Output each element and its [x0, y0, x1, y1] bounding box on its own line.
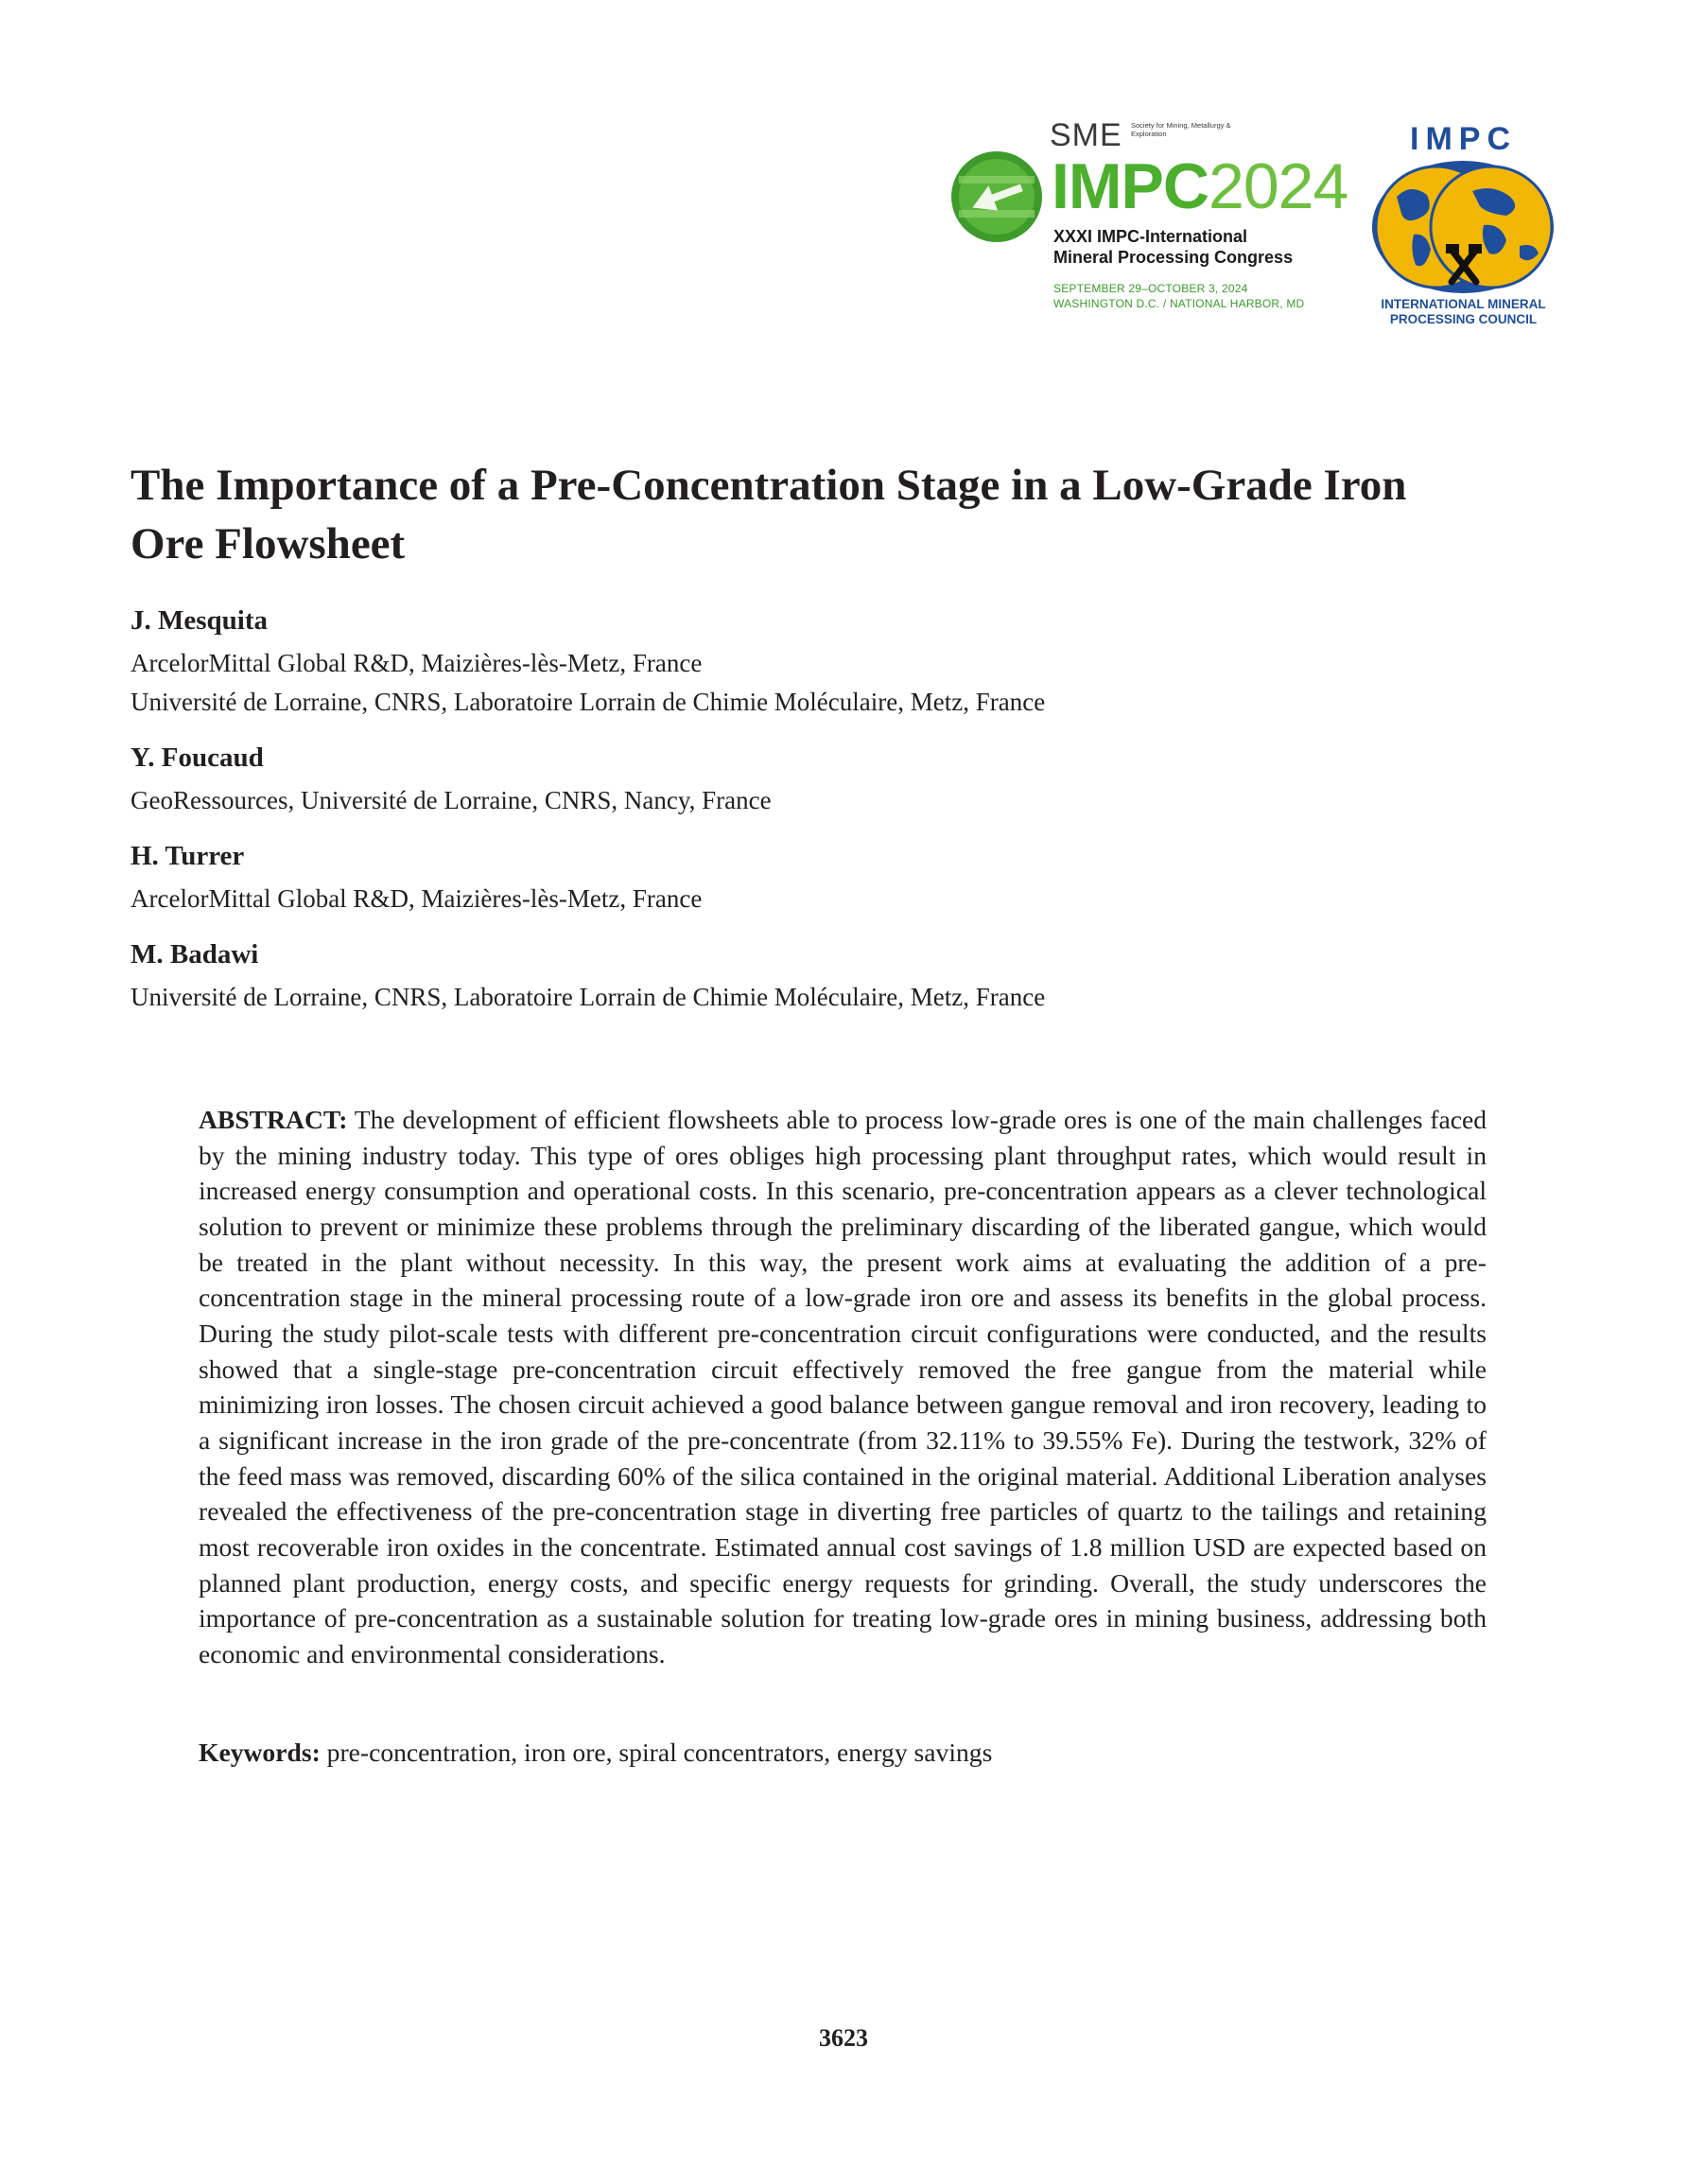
author-affiliation: ArcelorMittal Global R&D, Maizières-lès-Metz, France: [130, 884, 703, 913]
page-number: 3623: [819, 2024, 868, 2052]
impc-wordmark-part2: 2024: [1209, 150, 1348, 222]
congress-name-line2: Mineral Processing Congress: [1053, 248, 1294, 267]
author-name: J. Mesquita: [130, 605, 268, 636]
author-affiliation: Université de Lorraine, CNRS, Laboratoire Lorrain de Chimie Moléculaire, Metz, France: [130, 983, 1046, 1011]
sme-logo-subtitle: Society for Mining, Metallurgy & Exploration: [1131, 121, 1231, 138]
sme-logo-mark: SME: [1050, 117, 1122, 153]
author-affiliation: ArcelorMittal Global R&D, Maizières-lès-Metz, France: [130, 649, 703, 677]
keywords: [199, 1738, 992, 1768]
author-name: H. Turrer: [130, 841, 245, 871]
congress-name-line1: XXXI IMPC-International: [1053, 227, 1248, 246]
congress-location: WASHINGTON D.C. / NATIONAL HARBOR, MD: [1053, 297, 1305, 310]
author-affiliation: GeoRessources, Université de Lorraine, CNRS, Nancy, France: [130, 786, 772, 814]
author-affiliation: Université de Lorraine, CNRS, Laboratoire Lorrain de Chimie Moléculaire, Metz, France: [130, 688, 1046, 716]
impc2024-wordmark: [1052, 150, 1348, 222]
abstract-label: ABSTRACT:: [199, 1105, 348, 1134]
abstract-text: The development of efficient flowsheets able to process low-grade ores is one of the main challenges faced by the mining industry today. This type of ores obliges high processing plant throughput rates, which would result in increased energy consumption and operational costs. In this scenario, pre-concentration appears as a clever technological solution to prevent or minimize these problems through the preliminary discarding of the liberated gangue, which would be treated in the plant without necessity. In this way, the present work aims at evaluating the addition of a pre-concentration stage in the mineral processing route of a low-grade iron ore and assess its benefits in the global process. During the study pilot-scale tests with different pre-concentration circuit configurations were conducted, and the results showed that a single-stage pre-concentration circuit effectively removed the free gangue from the material while minimizing iron losses. The chosen circuit achieved a good balance between gangue removal and iron recovery, leading to a significant increase in the iron grade of the pre-concentrate (from 32.11% to 39.55% Fe). During the testwork, 32% of the feed mass was removed, discarding 60% of the silica contained in the original material. Additional Liberation analyses revealed the effectiveness of the pre-concentration stage in diverting free particles of quartz to the tailings and retaining most recoverable iron oxides in the concentrate. Estimated annual cost savings of 1.8 million USD are expected based on planned plant production, energy costs, and specific energy requests for grinding. Overall, the study underscores the importance of pre-concentration as a sustainable solution for treating low-grade ores in mining business, addressing both economic and environmental considerations.: [199, 1105, 1487, 1669]
impc2024-emblem-icon: [949, 149, 1044, 244]
sme-logo: [1050, 117, 1231, 154]
impc-council-caption-line1: INTERNATIONAL MINERAL: [1381, 297, 1546, 311]
keywords-text: pre-concentration, iron ore, spiral concentrators, energy savings: [326, 1738, 993, 1767]
impc-council-logo: [1366, 121, 1560, 329]
author-name: M. Badawi: [130, 939, 259, 970]
congress-dates: SEPTEMBER 29–OCTOBER 3, 2024: [1053, 282, 1248, 295]
conference-header: [946, 112, 1570, 329]
impc-wordmark-part1: IMPC: [1052, 150, 1209, 222]
paper-title: The Importance of a Pre-Concentration Stage in a Low-Grade Iron Ore Flowsheet: [130, 461, 1407, 568]
author-name: Y. Foucaud: [130, 743, 264, 773]
impc-council-wordmark: IMPC: [1410, 121, 1517, 157]
keywords-label: Keywords:: [199, 1738, 321, 1767]
globe-icon: [1368, 159, 1557, 296]
abstract: [199, 1102, 1487, 1672]
impc-council-caption-line2: PROCESSING COUNCIL: [1389, 312, 1538, 326]
